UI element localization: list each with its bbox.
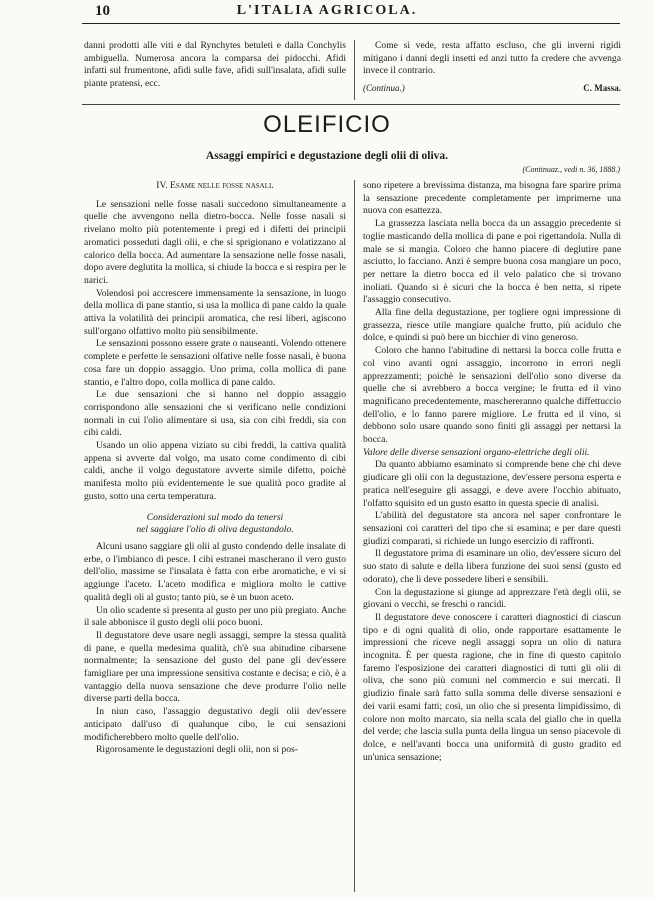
paragraph: Con la degustazione si giunge ad apprezzare l'età degli olii, se giovani o vecchi, se freschi o rancidi. <box>363 586 621 611</box>
prev-article-text: danni prodotti alle viti e dal Rynchytes betuleti e dalla Conchylis ambiguella. Numerosa ancora la comparsa dei pidocchi. Afidi infatti sul frumentone, afidi sulle fave, afidi sull'insalata, afidi sulle piante pratensi, ecc. <box>84 40 346 90</box>
paragraph: Usando un olio appena viziato su cibi freddi, la cattiva qualità appena si avverte dal volgo, ma usato come condimento di cibi caldi, anche il volgo degustatore avverte simile difetto, poichè manifesta molto più evidentemente le sue qualità poco gradite al gusto, sotto una certa temperatura. <box>84 440 346 502</box>
continua-note: (Continua.) <box>363 83 405 94</box>
paragraph: Il degustatore deve usare negli assaggi, sempre la stessa qualità di pane, e quella medesima qualità, ch'è sua abitudine cibarsene normalmente; la sensazione del gusto del pane gli dev'essere famigliare per una impressione sensitiva costante e decisa; e ciò, è a vantaggio della nuova sensazione che deve produrre l'olio nelle diverse parti della bocca. <box>84 629 346 705</box>
paragraph: Le sensazioni possono essere grate o nauseanti. Volendo ottenere complete e perfette le sensazioni olfative nelle fosse nasali, è buona cosa fare un doppio assaggio. Uno prima, colla mollica di pane stantio, e l'altro dopo, colla mollica di pane caldo. <box>84 338 346 388</box>
section-rule <box>82 104 620 105</box>
page-header <box>0 0 654 26</box>
prev-article-left <box>84 40 346 91</box>
paragraph: Un olio scadente si presenta al gusto per uno più pregiato. Anche il sale abbonisce il gusto degli olii poco buoni. <box>84 604 346 629</box>
section-heading: IV. Esame nelle fosse nasali. <box>156 180 274 191</box>
signature-row <box>363 82 621 95</box>
paragraph: Da quanto abbiamo esaminato si comprende bene che chi deve giudicare gli olii con la degustazione, dev'essere persona esperta e pratica nell'eseguire gli assaggi, e deve avere l'occhio abituato, l'olfatto squisito ed un gusto esatto in questa specie di analisi. <box>363 459 621 509</box>
page-number: 10 <box>95 3 110 19</box>
header-rule <box>82 23 620 24</box>
article-title: Assaggi empirici e degustazione degli olii di oliva. <box>205 150 449 162</box>
paragraph: Alcuni usano saggiare gli olii al gusto condendo delle insalate di erbe, o l'imbianco di pesce. I cibi estranei mascherano il vero gusto dell'olio, massime se l'insalata è fatta con erbe aromatiche, e vi si aggiunge l'aceto. L'aceto modifica e migliora molto le cattive qualità degli oli al gusto; tanto più, se è un buon aceto. <box>84 540 346 603</box>
subheading: Considerazioni sul modo da tenersi nel saggiare l'olio di oliva degustandolo. <box>136 511 294 536</box>
paragraph: Coloro che hanno l'abitudine di nettarsi la bocca colle frutta e col vino avanti ogni assaggio, incorrono in errori negli apprezzamenti; poichè le sensazioni dell'olio sono diverse da quelle che si avrebbero a bocca vergine; le frutta ed il vino magnificano precedentemente, maschereranno qualche diffettuccio dell'olio, e lo fanno parere migliore. Le frutta ed il vino, si debbono solo usare quando sono finiti gli assaggi per nettarsi la bocca. <box>363 345 621 446</box>
paragraph: Rigorosamente le degustazioni degli olii, non si pos- <box>96 744 298 756</box>
article-column-left <box>84 180 346 757</box>
paragraph: Le sensazioni nelle fosse nasali succedono simultaneamente a quelle che avvengono nella dietro-bocca. Nelle fosse nasali si rivelano molto più potentemente i pregi ed i difetti dei principii aromatici posseduti dagli olii, e che si sprigionano e volatizzano al calorico della bocca. Ad aumentare la sensazione nelle fosse nasali, dopo avere deglutita la mollica, si chiude la bocca e si respira per le narici. <box>84 198 346 286</box>
prev-article-conclusion: Come si vede, resta affatto escluso, che gli inverni rigidi mitigano i danni degli insetti ed anzi tutto fa credere che avvenga invece il contrario. <box>363 40 621 77</box>
prev-article-right <box>363 40 621 95</box>
continuation-note: (Continuaz., vedi n. 36, 1888.) <box>522 165 620 174</box>
paragraph: Volendosi poi accrescere immensamente la sensazione, in luogo della mollica di pane stantio, si usa la mollica di pane caldo la quale attiva la volatilità dei principii aromatica, che resi liberi, agiscono sull'organo olfattivo molto più sensibilmente. <box>84 287 346 337</box>
column-divider-main <box>354 180 355 892</box>
paragraph: Il degustatore prima di esaminare un olio, dev'essere sicuro del suo stato di salute e della libera funzione dei suoi sensi (gusto ed odorato), che li deve possedere liberi e sensibili. <box>363 548 621 585</box>
journal-title: L'ITALIA AGRICOLA. <box>236 3 418 18</box>
subheading: Valore delle diverse sensazioni organo-elettriche degli olii. <box>363 446 590 458</box>
author-signature: C. Massa. <box>583 83 621 94</box>
column-divider-top <box>354 40 355 100</box>
section-title: OLEIFICIO <box>263 111 391 138</box>
paragraph: Il degustatore deve conoscere i caratteri diagnostici di ciascun tipo e di ogni qualità di olio, onde rapportare esattamente le impressioni che riceve negli assaggi sopra un olio di natura incognita. È per questa ragione, che in fine di questo capitolo faremo l'esposizione dei caratteri diagnostici di tutti gli olii di oliva, che sono più comuni nel commercio e sui mercati. Il giudizio finale sarà fatto sulla somma delle diverse sensazioni e dei varii esami fatti; così, un olio che si presenta limpidissimo, di colore non molto marcato, sia nella scala del giallo che in quella del verde; che lascia sulla punta della lingua un senso piacevole di dolce, e nell'avanti bocca una uniformità di gusto gradito ed un'unica sensazione; <box>363 611 621 763</box>
paragraph: Alla fine della degustazione, per togliere ogni impressione di grassezza, riesce utile mangiare qualche frutto, più acidulo che dolce, e quindi si può bere un bicchier di vino generoso. <box>363 307 621 344</box>
paragraph: In niun caso, l'assaggio degustativo degli olii dev'essere anticipato dall'uso di qualunque cibo, le cui sensazioni modificherebbero molto quelle dell'olio. <box>84 706 346 743</box>
article-column-right <box>363 180 621 764</box>
paragraph: Le due sensazioni che si hanno nel doppio assaggio corrispondono alle sensazioni che si verificano nelle condizioni normali in cui l'olio alimentare si usa, sia con cibi freddi, sia con cibi caldi. <box>84 389 346 439</box>
paragraph: sono ripetere a brevissima distanza, ma bisogna fare sparire prima la sensazione precedente completamente per imprimerne una nuova con esattezza. <box>363 180 621 217</box>
paragraph: La grassezza lasciata nella bocca da un assaggio precedente si toglie masticando della mollica di pane e poi rigettandola. Nulla di male se si mangia. Coloro che hanno piacere di deglutire pane asciutto, lo facciano. Anzi è sempre buona cosa mangiare un poco, per nettare la dietro bocca ed il velo palatico che si trovano inoliati. Quando si è sicuri che la bocca è ben netta, si ripete l'assaggio consecutivo. <box>363 218 621 306</box>
paragraph: L'abilità del degustatore sta ancora nel saper confrontare le sensazioni coi caratteri del tipo che si esamina; e per dare questi giudizi comparati, si richiede un lungo esercizio di raffronti. <box>363 510 621 547</box>
